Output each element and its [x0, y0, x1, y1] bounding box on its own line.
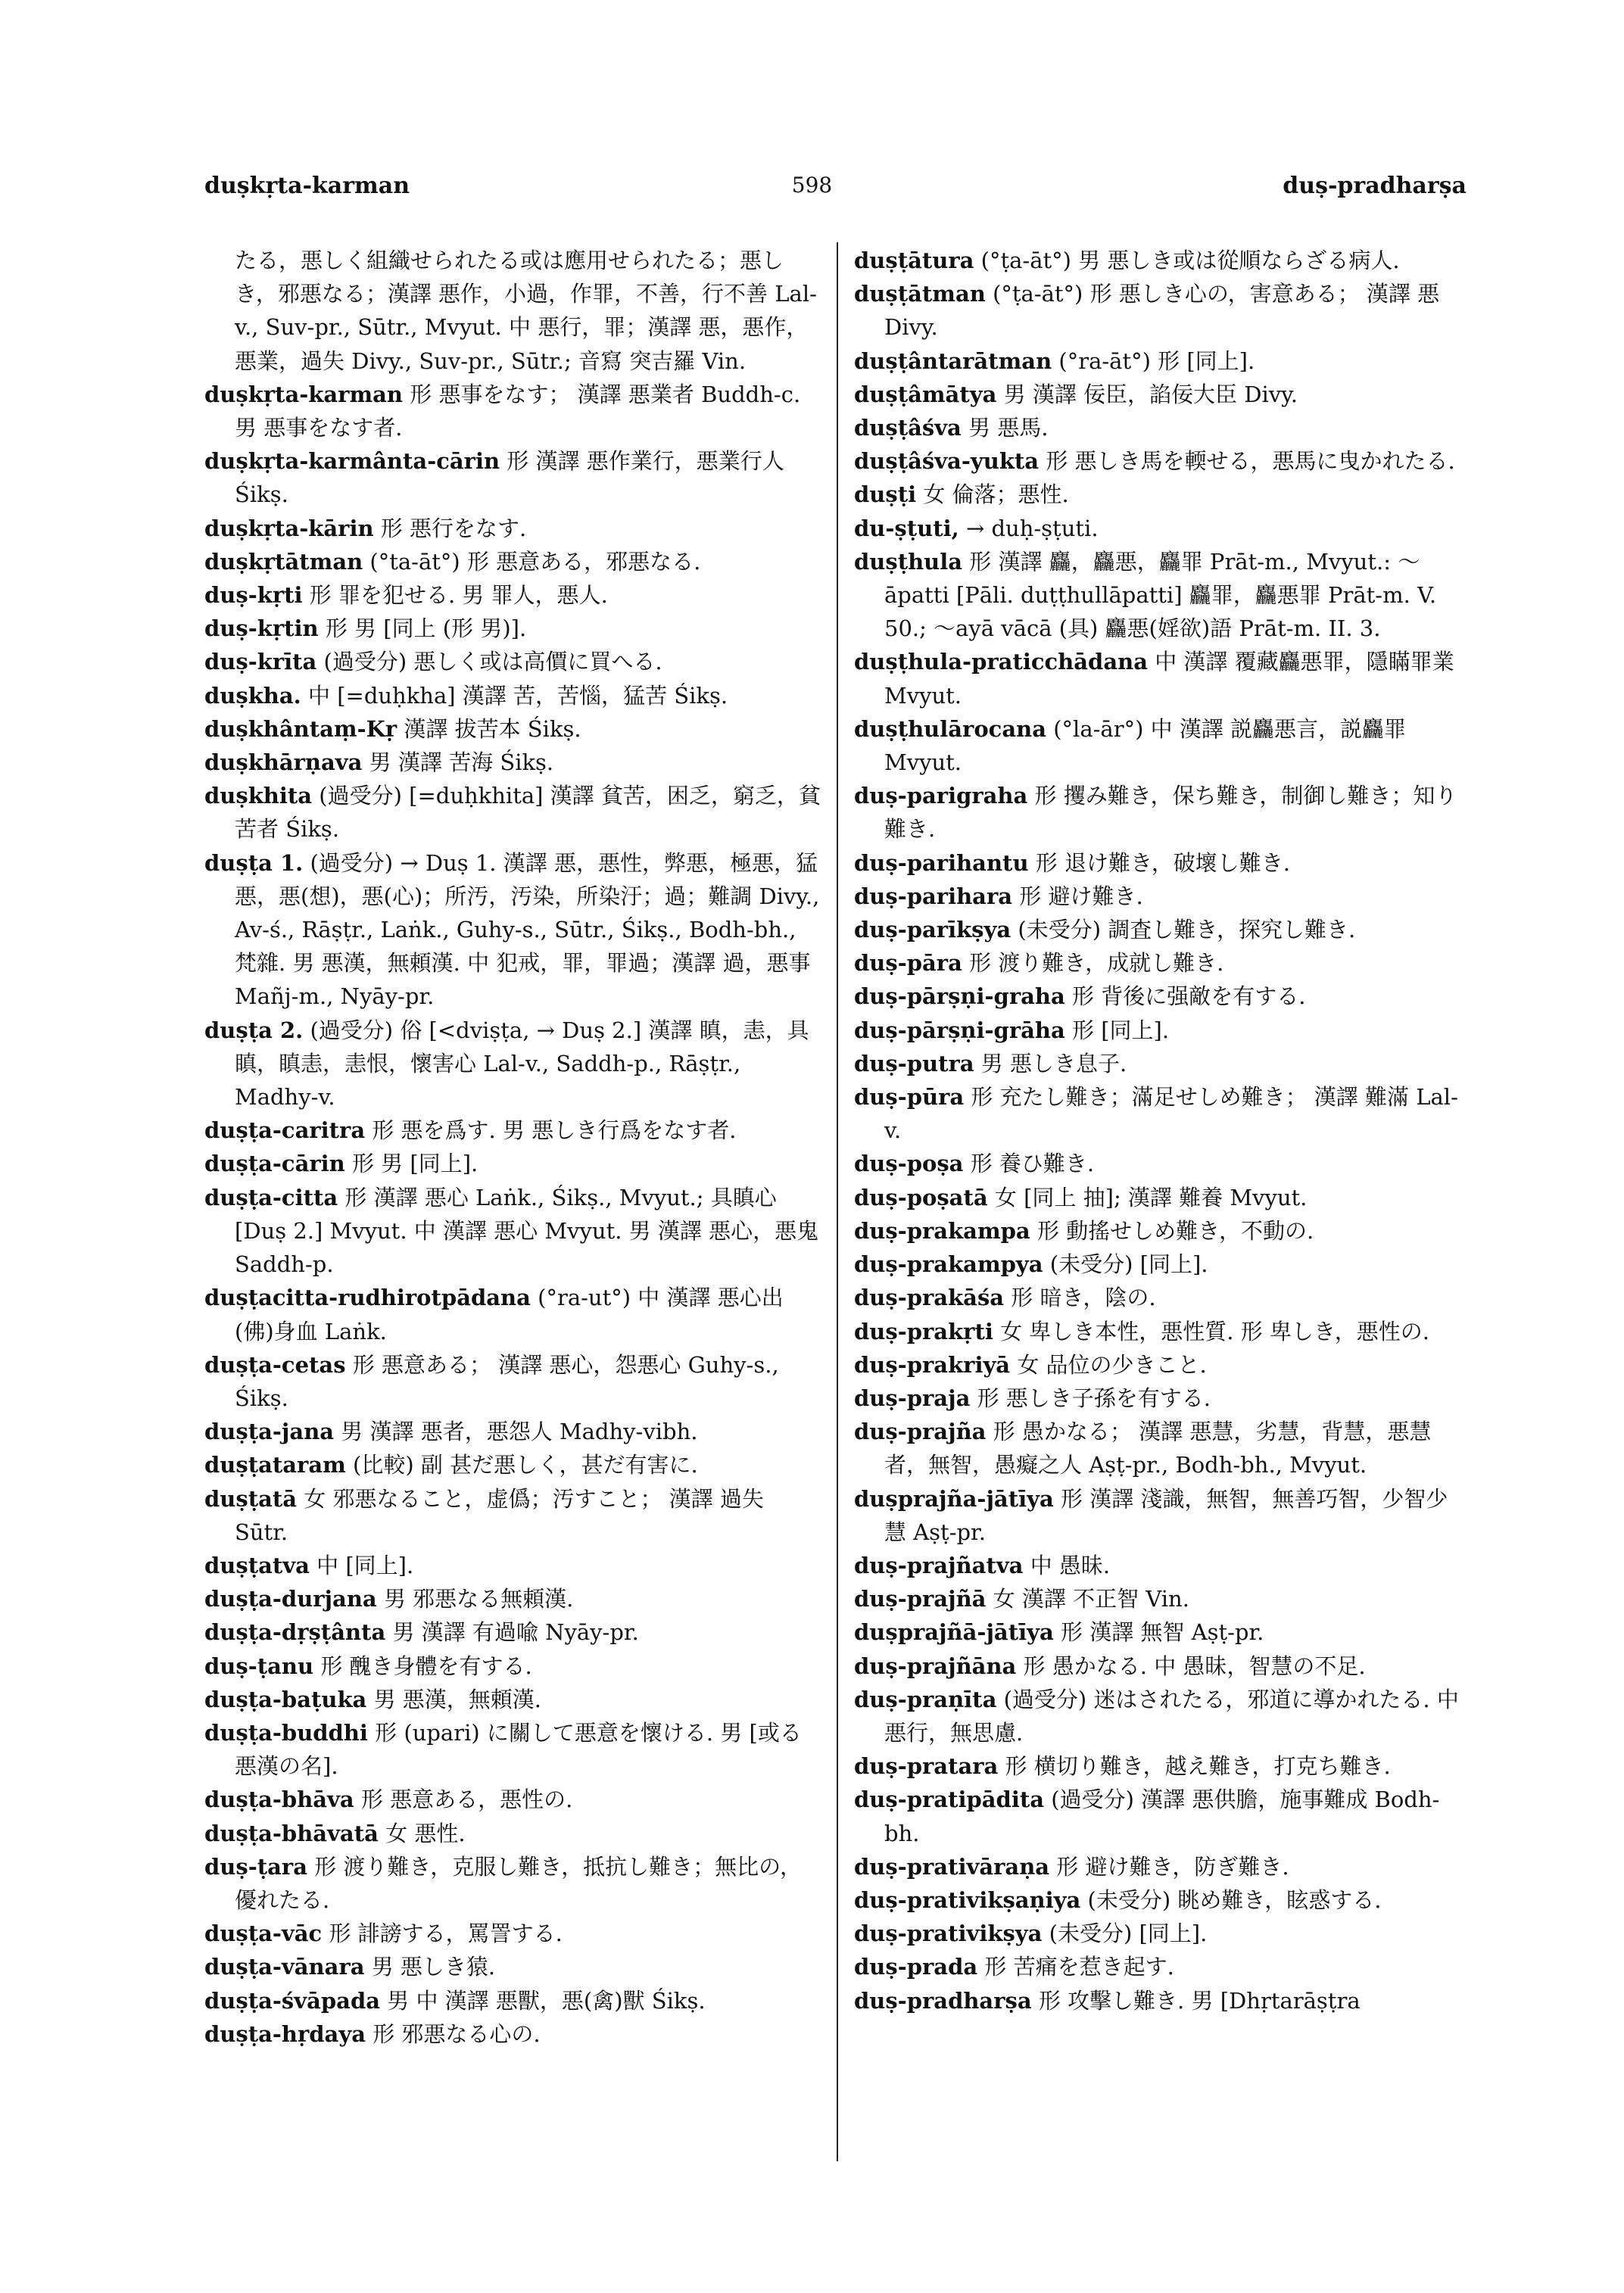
- entry-headword: duṣkṛta-karman: [204, 381, 404, 407]
- entry-headword: duṣ-poṣatā: [854, 1184, 988, 1210]
- dictionary-entry: [854, 1650, 1463, 1683]
- dictionary-entry: [854, 1683, 1463, 1749]
- entry-headword: duṣ-prajñatva: [854, 1552, 1024, 1578]
- entry-definition: 形 攫み難き，保ち難き，制御し難き；知り難き.: [884, 783, 1457, 843]
- entry-headword: duṣkhārṇava: [204, 749, 363, 776]
- entry-headword: duṣ-krīta: [204, 649, 317, 675]
- entry-definition: 形 愚かなる； 漢譯 悪慧，劣慧，背慧，悪慧者，無智，愚癡之人 Aṣṭ-pr., Bodh-bh., Mvyut.: [884, 1419, 1432, 1478]
- entry-headword: duṣ-prativikṣya: [854, 1921, 1043, 1947]
- entry-definition: 形 漢譯 無智 Aṣṭ-pr.: [1061, 1619, 1264, 1646]
- entry-headword: duṣ-poṣa: [854, 1151, 964, 1177]
- dictionary-entry: [854, 1749, 1463, 1783]
- entry-headword: duṣṭa-vāc: [204, 1921, 323, 1947]
- entry-definition: 形 悪しき馬を輭せる，悪馬に曳かれたる.: [1046, 448, 1455, 475]
- entry-definition: 女 品位の少きこと.: [1017, 1351, 1207, 1378]
- entry-definition: 形 避け難き.: [1019, 883, 1143, 909]
- dictionary-entry: [854, 344, 1463, 378]
- dictionary-entry: [204, 779, 821, 846]
- dictionary-entry: [854, 1014, 1463, 1047]
- entry-definition: 女 漢譯 不正智 Vin.: [993, 1586, 1189, 1612]
- entry-headword: duṣkha.: [204, 682, 301, 709]
- left-column: [204, 244, 821, 2051]
- dictionary-entry: [854, 1047, 1463, 1080]
- page-number: 598: [791, 173, 833, 198]
- entry-headword: duṣṭa-baṭuka: [204, 1686, 367, 1712]
- dictionary-entry: [854, 478, 1463, 511]
- entry-headword: duṣ-pārṣṇi-graha: [854, 983, 1065, 1010]
- entry-headword: duṣ-parihara: [854, 883, 1013, 909]
- entry-definition: (未受分) 調査し難き，探究し難き.: [1018, 917, 1356, 943]
- dictionary-entry: [854, 1950, 1463, 1983]
- dictionary-entry: [854, 411, 1463, 444]
- entry-headword: duṣ-prakṛti: [854, 1318, 993, 1344]
- entry-definition: (過受分) → Duṣ 1. 漢譯 悪，悪性，弊悪，極悪，猛悪，悪(想)，悪(心)；所汚，汚染，所染汙；過；難調 Divy., Av-ś., Rāṣṭr., Laṅk., Guhy-s., Sūtr., Śikṣ., Bodh-bh., 梵雜. 男 悪漢，無頼漢. 中 犯戒，罪，罪過；漢譯 過，悪事 Mañj-m., Nyāy-pr.: [235, 849, 820, 1010]
- entry-headword: duṣṭa-caritra: [204, 1117, 366, 1144]
- entry-definition: 形 漢譯 淺識，無智，無善巧智，少智少慧 Aṣṭ-pr.: [884, 1485, 1448, 1545]
- entry-headword: duṣ-prajñā: [854, 1586, 987, 1612]
- dictionary-entry: [204, 1348, 821, 1415]
- entry-headword: duṣṭātura: [854, 248, 974, 273]
- dictionary-entry: [854, 846, 1463, 880]
- entry-definition: 男 悪漢，無頼漢.: [373, 1686, 541, 1712]
- entry-definition: (比較) 副 甚だ悪しく，甚だ有害に.: [353, 1452, 698, 1478]
- entry-definition: 形 愚かなる. 中 愚昧，智慧の不足.: [1023, 1653, 1366, 1679]
- entry-definition: 女 邪悪なること，虚僞；汚すこと； 漢譯 過失 Sūtr.: [235, 1485, 764, 1545]
- entry-headword: duṣṭâśva: [854, 415, 962, 441]
- entry-definition: 形 男 [同上].: [351, 1151, 478, 1177]
- dictionary-entry: [204, 578, 821, 612]
- entry-headword: duṣ-ṭanu: [204, 1653, 314, 1679]
- dictionary-entry: [204, 712, 821, 746]
- dictionary-entry: [854, 1281, 1463, 1314]
- entry-headword: duṣṭa-hṛdaya: [204, 2020, 366, 2047]
- entry-definition: 中 漢譯 覆藏麤悪罪，隱瞞罪業 Mvyut.: [884, 649, 1454, 709]
- entry-definition: (過受分) 漢譯 悪供膽，施事難成 Bodh-bh.: [884, 1787, 1440, 1846]
- entry-headword: duṣṭa 2.: [204, 1017, 304, 1043]
- entry-definition: 形 漢譯 麤，麤悪，麤罪 Prāt-m., Mvyut.: ～āpatti [Pāli. duṭṭhullāpatti] 麤罪，麤悪罪 Prāt-m. V. 50.; ～ayā vācā (具) 麤悪(婬欲)語 Prāt-m. II. 3.: [884, 548, 1437, 642]
- entry-headword: duṣ-prativikṣaṇiya: [854, 1886, 1081, 1913]
- dictionary-entry: [204, 645, 821, 678]
- entry-headword: duṣṭatva: [204, 1552, 310, 1578]
- entry-definition: 形 攻擊し難き. 男 [Dhṛtarāṣṭra: [1038, 1987, 1361, 2014]
- dictionary-entry: [854, 1582, 1463, 1615]
- entry-definition: (°ra-āt°) 形 [同上].: [1058, 347, 1255, 374]
- dictionary-entry: [854, 1984, 1463, 2017]
- dictionary-entry: [204, 1582, 821, 1615]
- dictionary-entry: [204, 545, 821, 578]
- entry-headword: duṣṭa-śvāpada: [204, 1987, 381, 2014]
- entry-headword: duṣ-prakampa: [854, 1217, 1030, 1244]
- entry-definition: (°ṭa-āt°) 男 悪しき或は從順ならざる病人.: [980, 248, 1400, 273]
- entry-definition: 形 醜き身體を有する.: [320, 1653, 532, 1679]
- dictionary-entry: [204, 1114, 821, 1147]
- entry-definition: 形 充たし難き；滿足せしめ難き； 漢譯 難滿 Lal-v.: [884, 1084, 1458, 1144]
- dictionary-entry: [204, 1950, 821, 1983]
- dictionary-entry: [204, 1783, 821, 1816]
- entry-definition: (°ra-ut°) 中 漢譯 悪心出(佛)身血 Laṅk.: [235, 1285, 784, 1344]
- entry-definition: (過受分) [=duḥkhita] 漢譯 貧苦，困乏，窮乏，貧苦者 Śikṣ.: [235, 783, 821, 843]
- dictionary-entry: [204, 1549, 821, 1582]
- entry-definition: 女 [同上 抽]; 漢譯 難養 Mvyut.: [994, 1184, 1308, 1210]
- dictionary-entry: [854, 980, 1463, 1013]
- dictionary-entry: [854, 913, 1463, 946]
- dictionary-entry: [204, 612, 821, 645]
- dictionary-entry: [854, 244, 1463, 277]
- entry-definition: 形 動搖せしめ難き，不動の.: [1036, 1217, 1314, 1244]
- dictionary-entry: [854, 645, 1463, 712]
- entry-definition: (°ta-āt°) 形 悪意ある，邪悪なる.: [369, 548, 701, 575]
- entry-headword: duṣṭatā: [204, 1485, 298, 1512]
- entry-headword: duṣṭa-vānara: [204, 1954, 365, 1980]
- entry-headword: duṣprajña-jātīya: [854, 1485, 1054, 1512]
- right-column: [854, 244, 1463, 2017]
- entry-headword: duṣṭhula-praticchādana: [854, 649, 1148, 675]
- running-head-left: duṣkṛta-karman: [204, 173, 410, 199]
- dictionary-entry: [204, 1181, 821, 1282]
- dictionary-entry: [854, 1147, 1463, 1180]
- entry-definition: 形 邪悪なる心の.: [372, 2020, 541, 2047]
- entry-headword: duṣṭa 1.: [204, 849, 304, 876]
- dictionary-entry: [204, 1147, 821, 1180]
- column-divider: [837, 242, 838, 2161]
- entry-definition: (未受分) [同上].: [1049, 1921, 1208, 1947]
- entry-definition: 男 悪しき息子.: [980, 1050, 1127, 1076]
- entry-headword: duṣ-pratara: [854, 1753, 999, 1780]
- entry-definition: 中 愚昧.: [1030, 1552, 1111, 1578]
- entry-definition: 形 養ひ難き.: [970, 1151, 1095, 1177]
- dictionary-entry: [854, 545, 1463, 646]
- entry-headword: duṣṭa-cārin: [204, 1151, 345, 1177]
- entry-headword: duṣ-pāra: [854, 950, 962, 977]
- dictionary-entry: [854, 512, 1463, 545]
- entry-definition: 男 漢譯 有過喩 Nyāy-pr.: [392, 1619, 639, 1646]
- entry-headword: duṣ-kṛti: [204, 582, 303, 609]
- entry-definition: 形 暗き，陰の.: [1011, 1285, 1156, 1311]
- entry-headword: duṣṭa-buddhi: [204, 1719, 368, 1746]
- dictionary-entry: [854, 712, 1463, 779]
- dictionary-entry: [204, 2017, 821, 2051]
- entry-definition: 形 男 [同上 (形 男)].: [325, 615, 527, 642]
- entry-definition: 形 渡り難き，成就し難き.: [969, 950, 1224, 977]
- entry-headword: du-ṣṭuti,: [854, 515, 959, 541]
- entry-definition: 中 [同上].: [316, 1552, 414, 1578]
- dictionary-entry: [204, 1917, 821, 1950]
- dictionary-entry: [854, 1783, 1463, 1849]
- dictionary-entry: [854, 946, 1463, 980]
- entry-headword: duṣ-pradharṣa: [854, 1987, 1032, 2014]
- dictionary-entry: [204, 1014, 821, 1114]
- dictionary-entry: [204, 746, 821, 779]
- entry-headword: duṣ-ṭara: [204, 1853, 307, 1880]
- entry-headword: duṣṭa-cetas: [204, 1351, 346, 1378]
- entry-headword: duṣṭātman: [854, 281, 986, 307]
- entry-definition: 男 悪馬.: [968, 415, 1049, 441]
- entry-definition: 形 漢譯 悪作業行，悪業行人 Śikṣ.: [235, 448, 784, 508]
- entry-headword: duṣṭacitta-rudhirotpādana: [204, 1285, 531, 1311]
- dictionary-entry: [204, 846, 821, 1014]
- entry-headword: duṣ-prakriyā: [854, 1351, 1011, 1378]
- entry-definition: 形 [同上].: [1071, 1017, 1170, 1043]
- entry-definition: 形 悪を爲す. 男 悪しき行爲をなす者.: [372, 1117, 737, 1144]
- entry-definition: (過受分) 俗 [<dviṣṭa, → Duṣ 2.] 漢譯 瞋，恚，具瞋，瞋恚，恚恨，懷害心 Lal-v., Saddh-p., Rāṣṭr., Madhy-v.: [235, 1017, 809, 1111]
- entry-headword: duṣ-praja: [854, 1385, 971, 1411]
- entry-headword: duṣprajñā-jātīya: [854, 1619, 1054, 1646]
- dictionary-entry: [854, 779, 1463, 846]
- dictionary-entry: [854, 1549, 1463, 1582]
- entry-headword: duṣ-prada: [854, 1954, 978, 1980]
- entry-headword: duṣṭa-bhāvatā: [204, 1820, 379, 1846]
- entry-definition: 形 渡り難き，克服し難き，抵抗し難き；無比の，優れたる.: [235, 1853, 802, 1913]
- entry-headword: duṣ-pārṣṇi-grāha: [854, 1017, 1065, 1043]
- entry-definition: 形 誹謗する，罵詈する.: [329, 1921, 563, 1947]
- dictionary-entry: [854, 1080, 1463, 1147]
- entry-definition: 形 悪意ある，悪性の.: [360, 1787, 573, 1813]
- dictionary-entry: [854, 1883, 1463, 1917]
- entry-headword: duṣkhita: [204, 783, 313, 809]
- entry-headword: duṣ-parigraha: [854, 783, 1028, 809]
- dictionary-entry: [854, 880, 1463, 913]
- dictionary-entry: [854, 1214, 1463, 1248]
- entry-definition: 男 漢譯 悪者，悪怨人 Madhy-vibh.: [341, 1419, 698, 1445]
- entry-headword: duṣṭi: [854, 481, 917, 508]
- dictionary-entry: [854, 1315, 1463, 1348]
- entry-definition: 形 退け難き，破壞し難き.: [1035, 849, 1291, 876]
- entry-headword: duṣkhântaṃ-Kṛ: [204, 715, 397, 742]
- entry-headword: duṣkṛta-kārin: [204, 515, 374, 541]
- dictionary-entry: [854, 1348, 1463, 1382]
- entry-headword: duṣṭa-jana: [204, 1419, 335, 1445]
- entry-headword: duṣ-prajñāna: [854, 1653, 1017, 1679]
- entry-headword: duṣṭhulārocana: [854, 715, 1047, 742]
- dictionary-entry: [854, 277, 1463, 344]
- entry-headword: duṣ-prakāśa: [854, 1285, 1005, 1311]
- entry-headword: duṣṭa-citta: [204, 1184, 338, 1210]
- entry-definition: 男 漢譯 佞臣，諂佞大臣 Divy.: [1003, 381, 1298, 407]
- entry-definition: 形 悪事をなす； 漢譯 悪業者 Buddh-c. 男 悪事をなす者.: [235, 381, 801, 441]
- entry-headword: duṣ-praṇīta: [854, 1686, 997, 1712]
- entry-definition: 男 悪しき猿.: [371, 1954, 496, 1980]
- dictionary-entry: [204, 1850, 821, 1917]
- entry-definition: 形 悪しき子孫を有する.: [977, 1385, 1211, 1411]
- entry-headword: duṣṭhula: [854, 548, 963, 575]
- dictionary-entry: [204, 1683, 821, 1716]
- entry-headword: duṣṭâmātya: [854, 381, 997, 407]
- entry-definition: (過受分) 迷はされたる，邪道に導かれたる. 中 悪行，無思慮.: [884, 1686, 1459, 1746]
- dictionary-entry: [854, 1850, 1463, 1883]
- running-head-right: duṣ-pradharṣa: [1283, 173, 1467, 199]
- dictionary-entry: [854, 1248, 1463, 1281]
- dictionary-entry: [854, 1615, 1463, 1649]
- entry-definition: 女 倫落；悪性.: [923, 481, 1069, 508]
- entry-headword: duṣ-prajña: [854, 1419, 987, 1445]
- dictionary-entry: [854, 1917, 1463, 1950]
- entry-definition: (未受分) [同上].: [1049, 1251, 1208, 1278]
- entry-definition: 形 罪を犯せる. 男 罪人，悪人.: [309, 582, 608, 609]
- entry-definition: 形 苦痛を惹き起す.: [984, 1954, 1174, 1980]
- entry-headword: duṣkṛta-karmânta-cārin: [204, 448, 500, 475]
- dictionary-entry: [204, 1984, 821, 2017]
- entry-definition: (過受分) 悪しく或は高價に買へる.: [323, 649, 662, 675]
- dictionary-entry: [204, 1817, 821, 1850]
- dictionary-entry: [204, 1482, 821, 1549]
- entry-headword: duṣṭa-dṛṣṭânta: [204, 1619, 386, 1646]
- entry-headword: duṣ-pūra: [854, 1084, 965, 1111]
- entry-definition: 形 背後に强敵を有する.: [1071, 983, 1306, 1010]
- dictionary-entry: [204, 1615, 821, 1649]
- dictionary-entry: [854, 1415, 1463, 1481]
- entry-definition: 形 (upari) に關して悪意を懷ける. 男 [或る悪漢の名].: [235, 1719, 802, 1780]
- entry-headword: duṣṭa-durjana: [204, 1586, 377, 1612]
- entry-definition: 形 悪行をなす.: [380, 515, 527, 541]
- entry-definition: (°la-ār°) 中 漢譯 説麤悪言，説麤罪 Mvyut.: [884, 715, 1407, 776]
- continuation-text: たる，悪しく組織せられたる或は應用せられたる；悪しき，邪悪なる；漢譯 悪作，小過，作罪，不善，行不善 Lal-v., Suv-pr., Sūtr., Mvyut. 中 悪行，罪；漢譯 悪，悪作，悪業，過失 Divy., Suv-pr., Sūtr.; 音寫 突吉羅 Vin.: [235, 248, 817, 374]
- dictionary-entry: [204, 512, 821, 545]
- entry-definition: (°ṭa-āt°) 形 悪しき心の，害意ある； 漢譯 悪 Divy.: [884, 281, 1440, 341]
- entry-definition: 形 悪意ある； 漢譯 悪心，怨悪心 Guhy-s., Śikṣ.: [235, 1351, 779, 1411]
- entry-headword: duṣ-prativāraṇa: [854, 1853, 1050, 1880]
- dictionary-entry: [204, 1716, 821, 1783]
- dictionary-entry: [854, 1382, 1463, 1415]
- entry-definition: 男 中 漢譯 悪獸，悪(禽)獸 Śikṣ.: [387, 1987, 706, 2014]
- dictionary-entry: [854, 1482, 1463, 1549]
- entry-definition: 漢譯 拔苦本 Śikṣ.: [404, 715, 581, 742]
- entry-definition: 中 [=duḥkha] 漢譯 苦，苦惱，猛苦 Śikṣ.: [307, 682, 728, 709]
- dictionary-entry: [204, 679, 821, 712]
- entry-headword: duṣ-putra: [854, 1050, 974, 1076]
- dictionary-entry: [204, 1650, 821, 1683]
- entry-definition: 形 横切り難き，越え難き，打克ち難き.: [1005, 1753, 1391, 1780]
- dictionary-entry: [204, 444, 821, 511]
- dictionary-entry: [204, 1281, 821, 1347]
- dictionary-entry: [204, 378, 821, 444]
- dictionary-entry: [854, 444, 1463, 478]
- dictionary-entry: [854, 378, 1463, 411]
- entry-headword: duṣ-prakampya: [854, 1251, 1043, 1278]
- entry-headword: duṣ-pratipādita: [854, 1787, 1045, 1813]
- entry-headword: duṣ-kṛtin: [204, 615, 319, 642]
- dictionary-entry: [204, 1415, 821, 1448]
- entry-definition: 形 漢譯 悪心 Laṅk., Śikṣ., Mvyut.; 具瞋心 [Duṣ 2.] Mvyut. 中 漢譯 悪心 Mvyut. 男 漢譯 悪心，悪鬼 Saddh-p.: [235, 1184, 819, 1278]
- entry-headword: duṣṭântarātman: [854, 347, 1052, 374]
- entry-headword: duṣṭâśva-yukta: [854, 448, 1040, 475]
- entry-headword: duṣ-parihantu: [854, 849, 1029, 876]
- dictionary-entry: [854, 1181, 1463, 1214]
- entry-definition: (未受分) 眺め難き，眩惑する.: [1087, 1886, 1382, 1913]
- entry-definition: → duḥ-ṣṭuti.: [965, 515, 1099, 541]
- entry-headword: duṣ-parīkṣya: [854, 917, 1011, 943]
- entry-definition: 女 卑しき本性，悪性質. 形 卑しき，悪性の.: [1000, 1318, 1430, 1344]
- entry-definition: 女 悪性.: [385, 1820, 466, 1846]
- entry-headword: duṣkṛtātman: [204, 548, 363, 575]
- entry-definition: 男 漢譯 苦海 Śikṣ.: [369, 749, 554, 776]
- dictionary-entry: [204, 1448, 821, 1481]
- entry-definition: 男 邪悪なる無頼漢.: [383, 1586, 574, 1612]
- entry-definition: 形 避け難き，防ぎ難き.: [1056, 1853, 1289, 1880]
- entry-headword: duṣṭataram: [204, 1452, 346, 1478]
- entry-headword: duṣṭa-bhāva: [204, 1787, 354, 1813]
